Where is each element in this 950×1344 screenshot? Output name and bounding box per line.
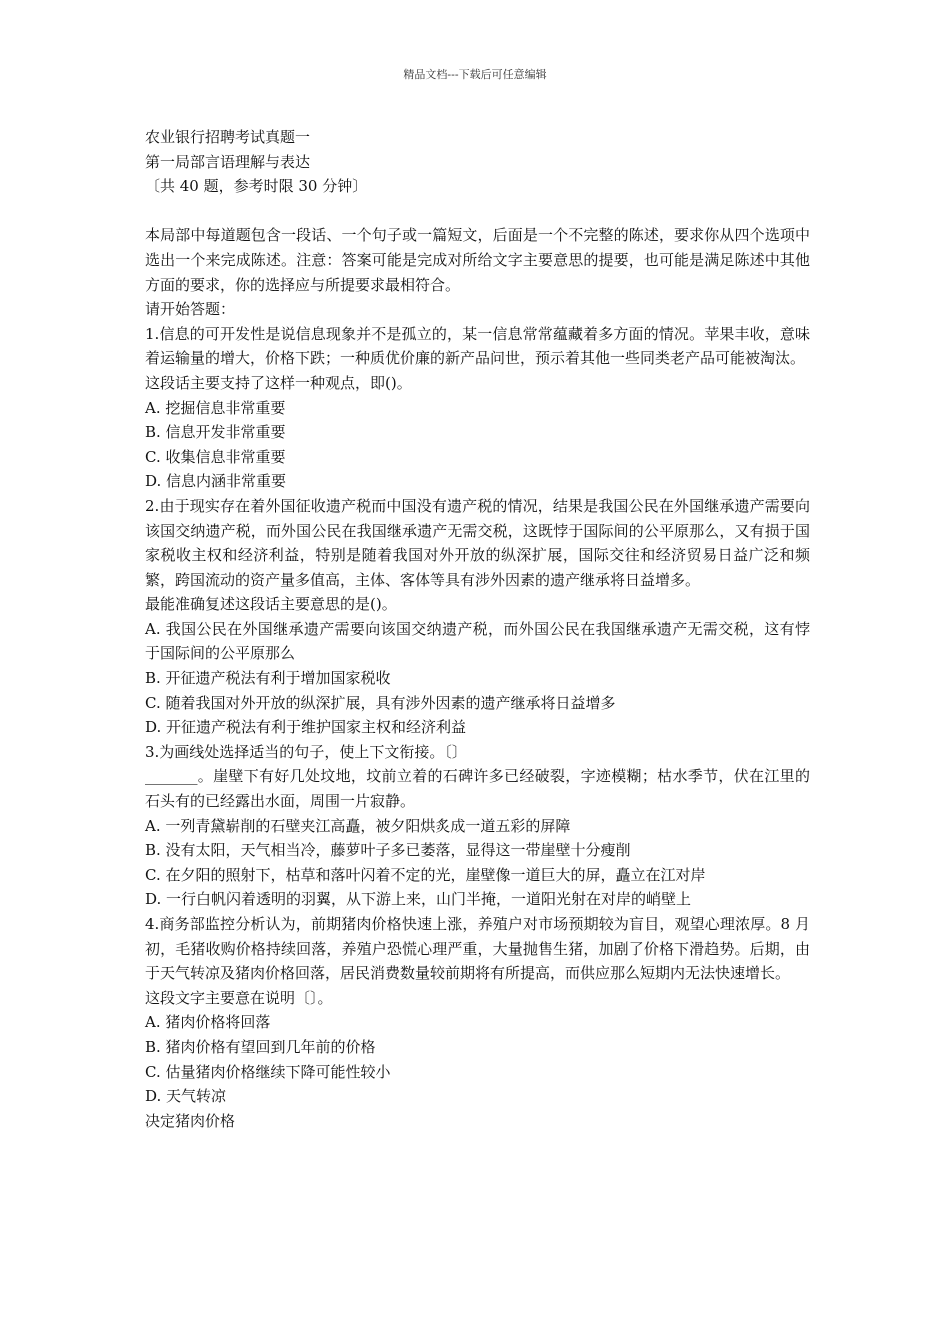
start-prompt: 请开始答题： — [145, 300, 236, 319]
question-1-option-b: B. 信息开发非常重要 — [145, 423, 286, 442]
question-3-option-c: C. 在夕阳的照射下，枯草和落叶闪着不定的光，崖壁像一道巨大的屏，矗立在江对岸 — [145, 865, 706, 884]
question-4-prompt: 这段文字主要意在说明〔〕。 — [145, 988, 333, 1007]
question-1-option-d: D. 信息内涵非常重要 — [145, 472, 287, 491]
question-1-option-c: C. 收集信息非常重要 — [145, 447, 286, 466]
time-note: 〔共 40 题，参考时限 30 分钟〕 — [145, 177, 368, 196]
question-3-text: 3.为画线处选择适当的句子，使上下文衔接。〔〕 — [145, 742, 467, 761]
question-4-option-d: D. 天气转凉 — [145, 1087, 227, 1106]
question-2-option-a: A. 我国公民在外国继承遗产需要向该国交纳遗产税，而外国公民在我国继承遗产无需交税，这有悖于国际间的公平原那么 — [145, 619, 810, 663]
blank-line — [145, 199, 810, 224]
instructions: 本局部中每道题包含一段话、一个句子或一篇短文，后面是一个不完整的陈述，要求你从四个选项中选出一个来完成陈述。注意：答案可能是完成对所给文字主要意思的提要，也可能是满足陈述中其他方面的要求，你的选择应与所提要求最相符合。 — [145, 226, 810, 294]
question-1-option-a: A. 挖掘信息非常重要 — [145, 398, 286, 417]
question-4-text: 4.商务部监控分析认为，前期猪肉价格快速上涨，养殖户对市场预期较为盲目，观望心理浓厚。8 月初，毛猪收购价格持续回落，养殖户恐慌心理严重，大量抛售生猪，加剧了价格下滑趋势。后期，由于天气转凉及猪肉价格回落，居民消费数量较前期将有所提高，而供应那么短期内无法快速增长。 — [145, 915, 810, 983]
section-title: 第一局部言语理解与表达 — [145, 152, 311, 171]
question-4-option-b: B. 猪肉价格有望回到几年前的价格 — [145, 1037, 376, 1056]
question-1-text: 1.信息的可开发性是说信息现象并不是孤立的，某一信息常常蕴藏着多方面的情况。苹果丰收，意味着运输量的增大，价格下跌；一种质优价廉的新产品问世，预示着其他一些同类老产品可能被淘汰。 — [145, 324, 810, 368]
question-3-prompt: _______。崖壁下有好几处坟地，坟前立着的石碑许多已经破裂，字迹模糊；枯水季节，伏在江里的石头有的已经露出水面，周围一片寂静。 — [145, 767, 810, 811]
document-body — [145, 125, 810, 1133]
question-2-option-b: B. 开征遗产税法有利于增加国家税收 — [145, 669, 391, 688]
question-3-option-b: B. 没有太阳，天气相当冷，藤萝叶子多已萎落，显得这一带崖壁十分瘦削 — [145, 841, 631, 860]
question-1-prompt: 这段话主要支持了这样一种观点，即()。 — [145, 373, 412, 392]
question-2-prompt: 最能准确复述这段话主要意思的是()。 — [145, 595, 397, 614]
question-2-option-d: D. 开征遗产税法有利于维护国家主权和经济利益 — [145, 718, 467, 737]
question-3-option-a: A. 一列青黛崭削的石壁夹江高矗，被夕阳烘炙成一道五彩的屏障 — [145, 816, 571, 835]
question-2-text: 2.由于现实存在着外国征收遗产税而中国没有遗产税的情况，结果是我国公民在外国继承遗产需要向该国交纳遗产税，而外国公民在我国继承遗产无需交税，这既悖于国际间的公平原那么，又有损于国家税收主权和经济利益，特别是随着我国对外开放的纵深扩展，国际交往和经济贸易日益广泛和频繁，跨国流动的资产量多值高，主体、客体等具有涉外因素的遗产继承将日益增多。 — [145, 496, 810, 589]
doc-title: 农业银行招聘考试真题一 — [145, 128, 311, 146]
question-4-option-a: A. 猪肉价格将回落 — [145, 1013, 271, 1032]
trailing-text: 决定猪肉价格 — [145, 1111, 236, 1130]
page-header: 精品文档---下载后可任意编辑 — [403, 68, 547, 81]
question-4-option-c: C. 估量猪肉价格继续下降可能性较小 — [145, 1062, 391, 1081]
question-2-option-c: C. 随着我国对外开放的纵深扩展，具有涉外因素的遗产继承将日益增多 — [145, 693, 616, 712]
question-3-option-d: D. 一行白帆闪着透明的羽翼，从下游上来，山门半掩，一道阳光射在对岸的峭壁上 — [145, 890, 692, 909]
